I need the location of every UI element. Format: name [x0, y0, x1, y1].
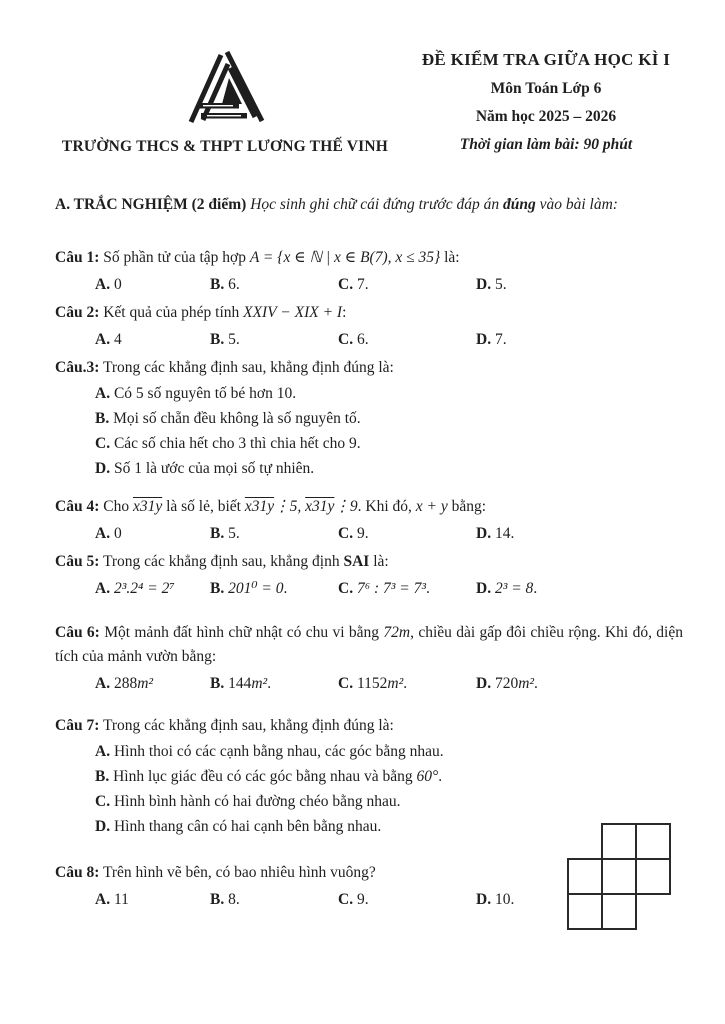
text-run: đúng [502, 196, 536, 213]
figure-cell [635, 858, 671, 895]
options [55, 270, 697, 297]
option-C [338, 577, 476, 601]
figure-cell [601, 823, 637, 860]
option-key: D. [476, 276, 492, 293]
text-run: : [342, 304, 347, 321]
question-text [55, 495, 697, 519]
math-expression: 72m [383, 624, 411, 641]
question-label: Câu 6: [55, 624, 100, 641]
option-key: C. [338, 580, 354, 597]
text-run: . Khi đó, [357, 498, 416, 515]
text-run: . [534, 675, 538, 692]
option-key: C. [95, 435, 111, 452]
option-key: C. [338, 891, 354, 908]
question-label: Câu 8: [55, 864, 100, 881]
option-key: B. [210, 580, 225, 597]
option-key: C. [95, 793, 111, 810]
option-D [476, 273, 697, 297]
option-C [95, 431, 697, 456]
text-run: , chiều dài gấp đôi chiều rộng. Khi đó, diện tích của mảnh vườn bằng: [55, 624, 683, 665]
option-key: B. [95, 768, 110, 785]
question [55, 550, 697, 601]
option-B [210, 577, 338, 601]
text-run: 5. [494, 276, 507, 293]
option-A [95, 522, 210, 546]
text-run: Hình lục giác đều có các góc bằng nhau và bằng [113, 768, 417, 785]
math-expression: XXIV − XIX + I [243, 304, 343, 321]
text-run: . [267, 675, 272, 692]
exam-duration: Thời gian làm bài: 90 phút [459, 136, 633, 153]
question [55, 246, 697, 297]
text-run: 14. [494, 525, 515, 542]
text-run: . [533, 580, 538, 597]
text-run: Trong các khẳng định sau, khẳng định [102, 553, 344, 570]
text-run: 10. [494, 891, 515, 908]
text-run: 4 [113, 331, 122, 348]
text-run: 0 [113, 525, 122, 542]
text-run: 144 [228, 675, 252, 692]
text-run: SAI [343, 553, 370, 570]
options [55, 669, 697, 696]
text-run: 5. [228, 331, 240, 348]
question-label: Câu 4: [55, 498, 100, 515]
math-overline: x31y [305, 498, 335, 515]
section-a-heading [55, 196, 697, 214]
option-key: D. [476, 580, 492, 597]
text-run: Các số chia hết cho 3 thì chia hết cho 9. [113, 435, 361, 452]
option-key: A. [95, 525, 111, 542]
exam-year: Năm học 2025 – 2026 [475, 108, 617, 125]
math-overline: x31y [132, 498, 163, 515]
option-D [476, 672, 697, 696]
option-A [95, 381, 697, 406]
option-key: A. [95, 891, 111, 908]
option-key: D. [95, 460, 111, 477]
question-text [55, 356, 697, 380]
option-key: D. [476, 525, 492, 542]
option-A [95, 739, 697, 764]
option-A [95, 888, 210, 912]
option-B [210, 888, 338, 912]
text-run: Trong các khẳng định sau, khẳng định đúng là: [102, 717, 394, 734]
option-key: C. [338, 675, 354, 692]
text-run: 7. [494, 331, 507, 348]
text-run: . [403, 675, 408, 692]
school-name: TRƯỜNG THCS & THPT LƯƠNG THẾ VINH [61, 138, 389, 155]
text-run: 0 [113, 276, 122, 293]
text-run: Có 5 số nguyên tố bé hơn 10. [113, 385, 297, 402]
option-key: D. [476, 331, 492, 348]
question-text [55, 301, 697, 325]
option-B [210, 522, 338, 546]
text-run: 6. [356, 331, 369, 348]
question [55, 621, 697, 696]
question-label: Câu.3: [55, 359, 100, 376]
option-key: B. [95, 410, 110, 427]
option-C [95, 789, 697, 814]
option-A [95, 273, 210, 297]
math-expression: ⋮9 [334, 498, 358, 515]
text-run: Trên hình vẽ bên, có bao nhiêu hình vuông? [102, 864, 376, 881]
exam-title: ĐỀ KIỂM TRA GIỮA HỌC KÌ I [421, 50, 671, 69]
question [55, 714, 697, 839]
text-run: Mọi số chẵn đều không là số nguyên tố. [113, 410, 361, 427]
option-A [95, 672, 210, 696]
option-key: A. [95, 580, 111, 597]
option-key: A. [95, 276, 111, 293]
figure-cell [567, 893, 603, 930]
question [55, 495, 697, 546]
option-A [95, 328, 210, 352]
math-expression: x + y [415, 498, 448, 515]
option-D [476, 328, 697, 352]
text-run: Một mảnh đất hình chữ nhật có chu vi bằng [104, 624, 384, 641]
math-expression: ⋮5, [274, 498, 306, 515]
option-C [338, 328, 476, 352]
option-B [210, 328, 338, 352]
option-B [95, 406, 697, 431]
text-run: Kết quả của phép tính [103, 304, 244, 321]
option-key: A. [95, 385, 111, 402]
exam-header [55, 46, 697, 156]
text-run: Học sinh ghi chữ cái đứng trước đáp án [250, 196, 503, 213]
figure-cell [567, 858, 603, 895]
option-C [338, 672, 476, 696]
figure-cell [601, 858, 637, 895]
math-expression: 201⁰ = 0 [228, 580, 284, 597]
exam-subject: Môn Toán Lớp 6 [490, 80, 602, 97]
option-key: D. [95, 818, 111, 835]
text-run: Số 1 là ước của mọi số tự nhiên. [113, 460, 315, 477]
text-run: Trong các khẳng định sau, khẳng định đúng là: [102, 359, 394, 376]
option-D [476, 577, 697, 601]
option-key: C. [338, 276, 354, 293]
math-expression: 2³ = 8 [494, 580, 534, 597]
option-C [338, 888, 476, 912]
text-run: 1152 [356, 675, 388, 692]
math-expression: m² [387, 675, 404, 692]
option-C [338, 273, 476, 297]
option-key: B. [210, 675, 225, 692]
question [55, 301, 697, 352]
question-label: Câu 2: [55, 304, 100, 321]
options [55, 574, 697, 601]
text-run: Hình bình hành có hai đường chéo bằng nhau. [113, 793, 401, 810]
math-expression: 7⁶ : 7³ = 7³ [356, 580, 427, 597]
text-run: 5. [228, 525, 240, 542]
math-expression: m² [518, 675, 535, 692]
section-a-label: A. TRẮC NGHIỆM (2 điểm) [55, 196, 247, 213]
question-label: Câu 1: [55, 249, 100, 266]
text-run: là: [440, 249, 460, 266]
question-text [55, 714, 697, 738]
question [55, 356, 697, 481]
math-expression: 60° [416, 768, 439, 785]
text-run: 9. [356, 891, 369, 908]
text-run: . [438, 768, 443, 785]
question-label: Câu 7: [55, 717, 100, 734]
text-run: . [426, 580, 430, 597]
option-key: A. [95, 743, 111, 760]
questions [55, 246, 697, 912]
squares-figure [567, 823, 673, 931]
option-A [95, 577, 210, 601]
text-run: Hình thoi có các cạnh bằng nhau, các góc bằng nhau. [113, 743, 444, 760]
text-run: Số phần tử của tập hợp [103, 249, 250, 266]
option-key: C. [338, 331, 354, 348]
text-run: 288 [113, 675, 138, 692]
math-overline: x31y [244, 498, 275, 515]
options [55, 380, 697, 481]
figure-cell [635, 823, 671, 860]
text-run: Hình thang cân có hai cạnh bên bằng nhau. [113, 818, 382, 835]
question-text [55, 246, 697, 270]
text-run: . [283, 580, 288, 597]
option-key: B. [210, 891, 225, 908]
school-block [55, 46, 395, 156]
math-expression: A = {x ∈ ℕ | x ∈ B(7), x ≤ 35} [249, 249, 441, 266]
school-logo-icon [55, 46, 395, 138]
options [55, 325, 697, 352]
figure-cell [601, 893, 637, 930]
option-key: C. [338, 525, 354, 542]
text-run: 7. [356, 276, 369, 293]
math-expression: m² [137, 675, 154, 692]
option-key: D. [476, 675, 492, 692]
option-B [95, 764, 697, 789]
text-run: vào bài làm: [535, 196, 618, 213]
exam-info-block [395, 46, 697, 154]
text-run: là: [369, 553, 389, 570]
option-D [95, 456, 697, 481]
option-D [476, 522, 697, 546]
text-run: 8. [228, 891, 240, 908]
options [55, 519, 697, 546]
text-run: là số lẻ, biết [162, 498, 245, 515]
option-key: B. [210, 276, 225, 293]
option-B [210, 672, 338, 696]
option-key: B. [210, 525, 225, 542]
option-C [338, 522, 476, 546]
section-a-instruction [250, 196, 618, 213]
text-run: 9. [356, 525, 369, 542]
question-text [55, 621, 697, 669]
option-key: A. [95, 331, 111, 348]
text-run: 720 [494, 675, 519, 692]
text-run: 11 [113, 891, 129, 908]
question-label: Câu 5: [55, 553, 100, 570]
math-expression: m² [251, 675, 268, 692]
text-run: bằng: [447, 498, 487, 515]
option-key: A. [95, 675, 111, 692]
question-text [55, 550, 697, 574]
text-run: 6. [228, 276, 240, 293]
option-B [210, 273, 338, 297]
option-key: D. [476, 891, 492, 908]
math-expression: 2³.2⁴ = 2⁷ [113, 580, 175, 597]
option-key: B. [210, 331, 225, 348]
text-run: Cho [103, 498, 133, 515]
